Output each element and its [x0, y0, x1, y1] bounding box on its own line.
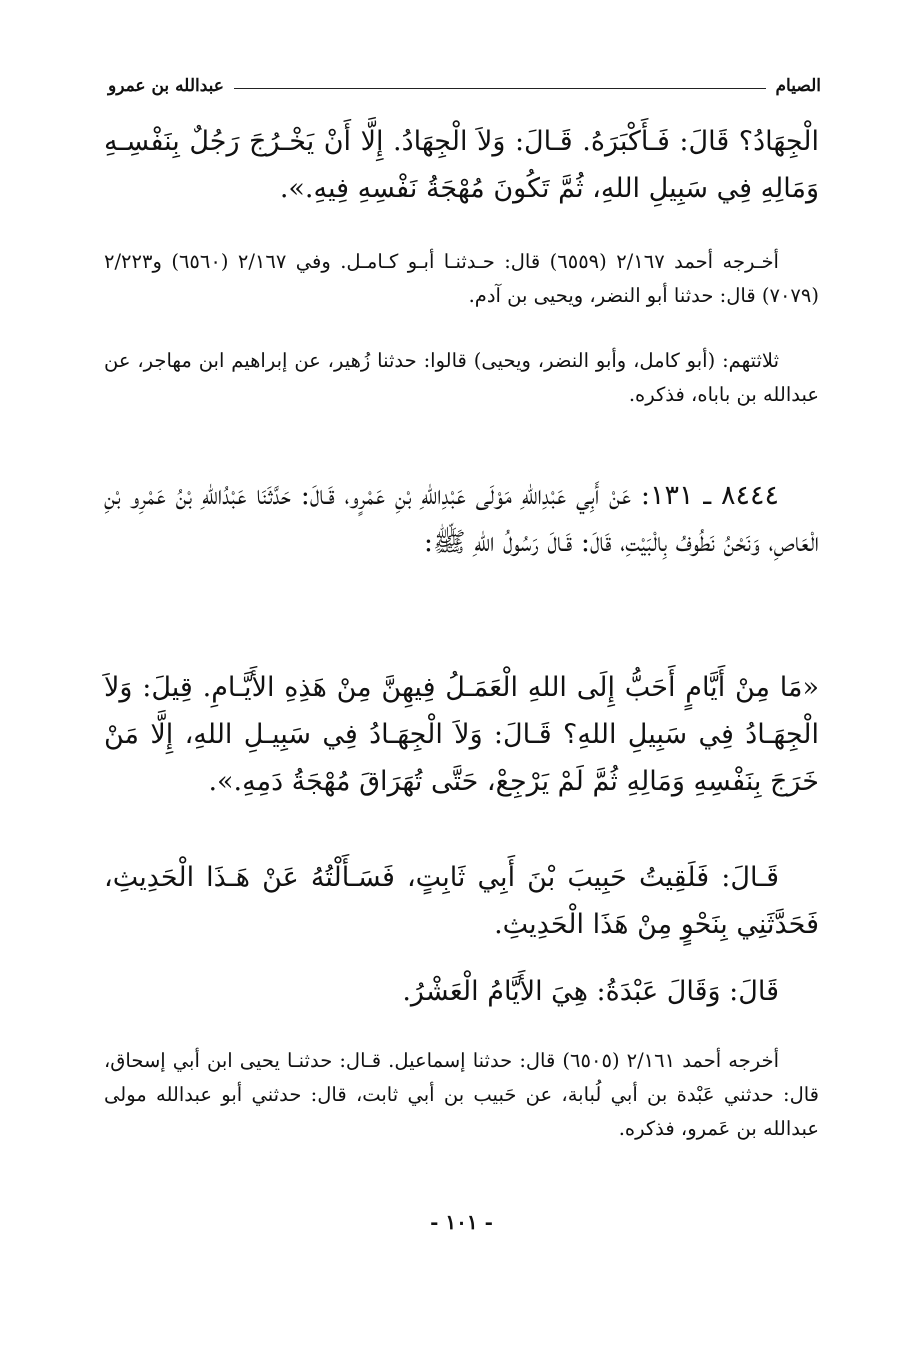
matn-text: «مَا مِنْ أَيَّامٍ أَحَبُّ إِلَى اللهِ الْعَمَـلُ فِيهِنَّ مِنْ هَذِهِ الأَيَّـامِ. قِيلَ: وَلاَ الْجِهَـادُ فِي سَبِيلِ اللهِ؟ قَـالَ: وَلاَ الْجِهَـادُ فِي سَبِيـلِ اللهِ، إِلَّا مَنْ خَرَجَ بِنَفْسِهِ وَمَالِهِ ثُمَّ لَمْ يَرْجِعْ، حَتَّى تُهَرَاقَ مُهْجَةُ دَمِهِ.». — [104, 672, 819, 797]
qala-1 — [104, 854, 819, 948]
takhrij-1-b-text: ثلاثتهم: (أبو كامل، وأبو النضر، ويحيى) قالوا: حدثنا زُهير، عن إبراهيم ابن مهاجر، عن عبدالله بن باباه، فذكره. — [104, 349, 819, 406]
qala-2 — [104, 968, 819, 1015]
header-chapter-title: الصيام — [775, 76, 821, 96]
qala-2-text: قَالَ: وَقَالَ عَبْدَةُ: هِيَ الأَيَّامُ الْعَشْرُ. — [402, 976, 779, 1007]
isnad-text: ٨٤٤٤ ـ ١٣١: عَنْ أَبِي عَبْدِاللهِ مَوْلَى عَبْدِاللهِ بْنِ عَمْرٍو، قَـالَ: حَدَّثَنَا عَبْدُاللهِ بْنُ عَمْرِو بْنِ الْعَاصِ، وَنَحْنُ نَطُوفُ بِالْبَيْتِ، قَالَ: قَـالَ رَسُولُ اللهِ ﷺ: — [104, 480, 819, 558]
header-rule — [234, 88, 766, 89]
takhrij-2-text: أخرجه أحمد ٢/١٦١ (٦٥٠٥) قال: حدثنا إسماعيل. قـال: حدثنـا يحيى ابن أبي إسحاق، قال: حدثني عَبْدة بن أبي لُبابة، عن حَبيب بن أبي ثابت، قال: حدثني أبو عبدالله مولى عبدالله بن عَمرو، فذكره. — [104, 1049, 819, 1140]
takhrij-1-text: أخـرجه أحمد ٢/١٦٧ (٦٥٥٩) قال: حـدثنـا أبـو كـامـل. وفي ٢/١٦٧ (٦٥٦٠) و٢/٢٢٣ (٧٠٧٩) قال: حدثنا أبو النضر، ويحيى بن آدم. — [104, 250, 819, 307]
page-number: - ١٠١ - — [430, 1210, 493, 1234]
running-header — [108, 74, 821, 98]
hadith-continuation — [104, 118, 819, 212]
takhrij-2 — [104, 1044, 819, 1146]
takhrij-1-b — [104, 344, 819, 412]
header-section-title: عبدالله بن عمرو — [108, 76, 224, 96]
hadith-matn — [104, 664, 819, 805]
continuation-text: الْجِهَادُ؟ قَالَ: فَـأَكْبَرَهُ. قَـالَ: وَلاَ الْجِهَادُ. إِلَّا أَنْ يَخْـرُجَ رَجُلٌ بِنَفْسِـهِ وَمَالِهِ فِي سَبِيلِ اللهِ، ثُمَّ تَكُونَ مُهْجَةُ نَفْسِهِ فِيهِ.». — [104, 126, 819, 204]
takhrij-1 — [104, 245, 819, 313]
hadith-isnad — [104, 472, 819, 566]
qala-1-text: قَـالَ: فَلَقِيتُ حَبِيبَ بْنَ أَبِي ثَابِتٍ، فَسَـأَلْتُهُ عَنْ هَـذَا الْحَدِيثِ، فَحَدَّثَنِي بِنَحْوٍ مِنْ هَذَا الْحَدِيثِ. — [104, 862, 819, 940]
